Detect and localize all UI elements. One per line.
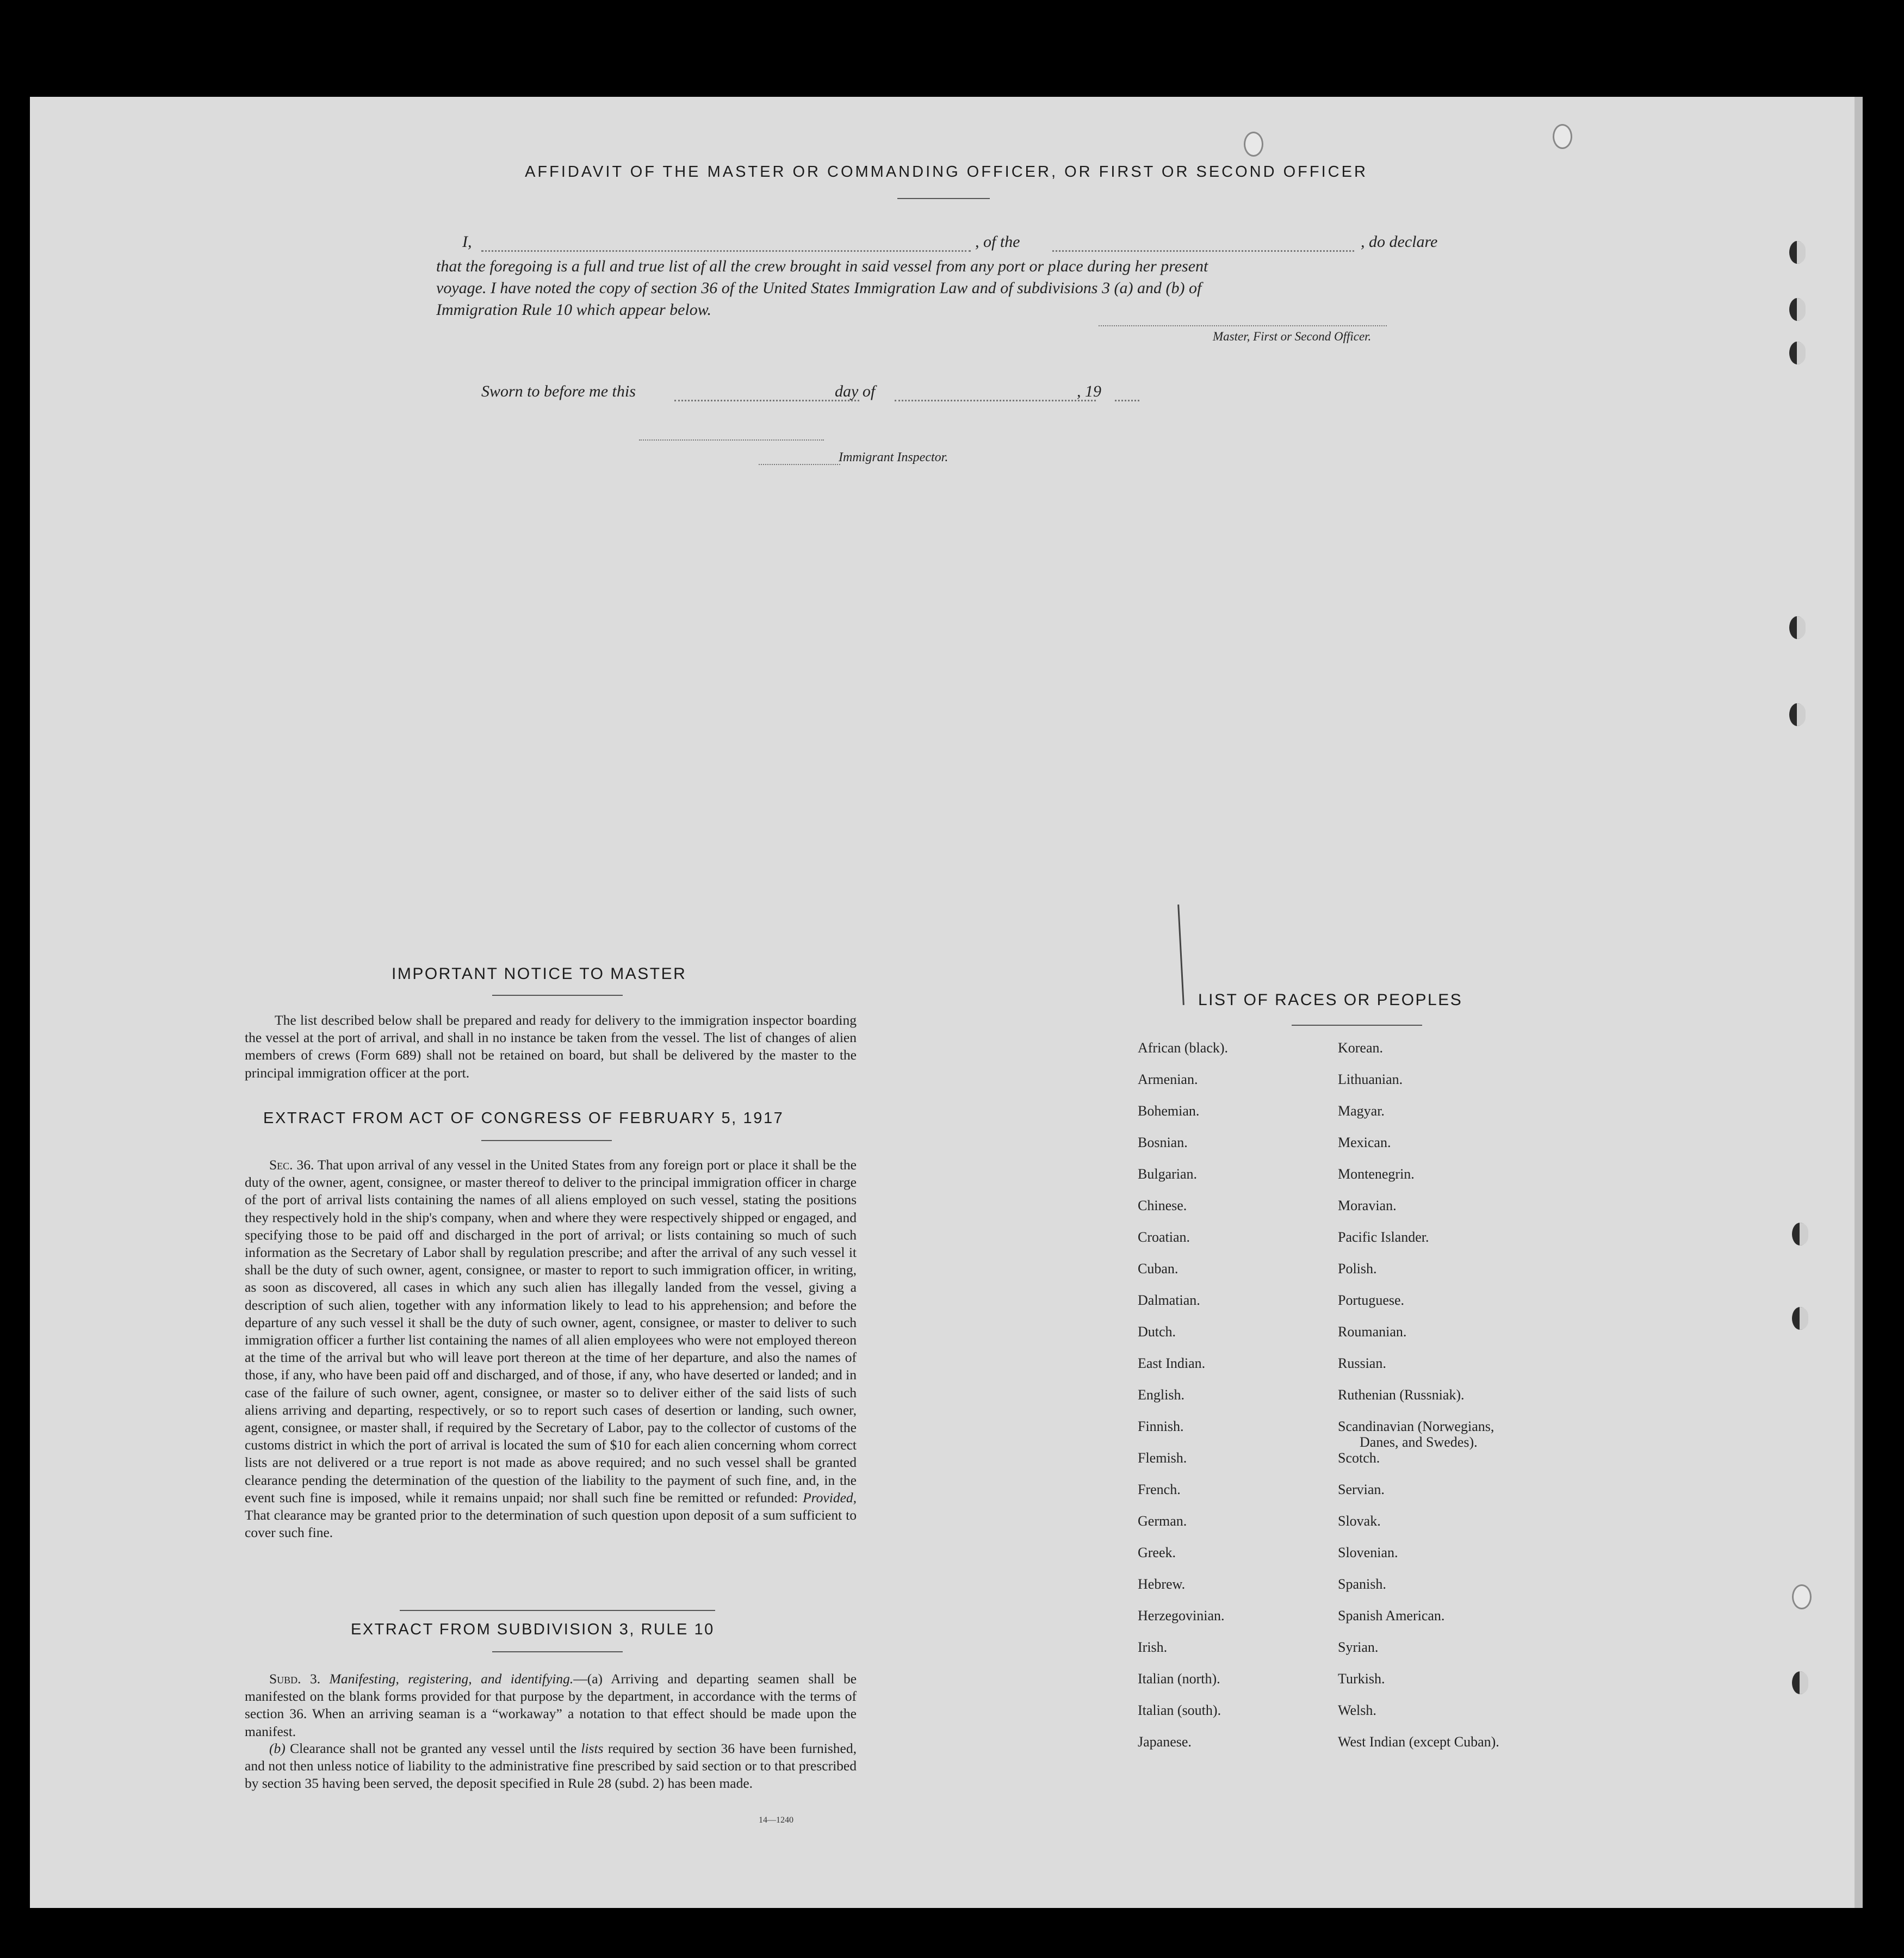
rule-subd-title: Manifesting, registering, and identifying. <box>329 1671 574 1687</box>
race-item: East Indian. <box>1138 1355 1206 1371</box>
year-label: , 19 <box>1077 382 1101 400</box>
race-item: Flemish. <box>1138 1450 1187 1466</box>
rule-a-label: —(a) <box>573 1671 603 1687</box>
races-bracket-mark <box>1177 904 1184 1005</box>
race-item: Spanish. <box>1338 1576 1386 1592</box>
race-item: Roumanian. <box>1338 1324 1407 1340</box>
race-item: Dalmatian. <box>1138 1292 1200 1308</box>
binder-ring-mark <box>1553 124 1572 149</box>
race-item: Turkish. <box>1338 1671 1385 1687</box>
vessel-name-line[interactable] <box>1052 250 1354 252</box>
act-sec-text: That upon arrival of any vessel in the United States from any foreign port or place it shall be the duty of the owner, agent, consignee, or master thereof to deliver to the principal immigration officer in charge of the port of arrival lists containing the names of all aliens employed on such vessel, stating the positions they respectively hold in the ship's company, when and where they were respectively shipped or engaged, and specifying those to be paid off and discharged in the port of arrival; or lists containing so much of such information as the Secretary of Labor shall by regulation prescribe; and after the arrival of any such vessel it shall be the duty of such owner, agent, consignee, or master to report to such immigration officer, in writing, as soon as discovered, all cases in which any such alien has illegally landed from the vessel, giving a description of such alien, together with any information likely to lead to his apprehension; and before the departure of any such vessel it shall be the duty of such owner, agent, consignee, or master to deliver to such immigration officer a further list containing the names of all alien employees who were not employed thereon at the time of the arrival but who will leave port thereon at the time of her departure, and also the names of those, if any, who have been paid off and discharged, and of those, if any, who have deserted or landed; and in case of the failure of such owner, agent, consignee, or master so to deliver either of the said lists of such aliens arriving and departing, respectively, or so to report such cases of desertion or landing, such owner, agent, consignee, or master shall, if required by the Secretary of Labor, pay to the collector of customs of the customs district in which the port of arrival is located the sum of $10 for each alien concerning whom correct lists are not delivered or a true report is not made as above required; and no such vessel shall be granted clearance pending the determination of the question of the liability to the payment of such fine, and, in the event such fine is imposed, while it remains unpaid; nor shall such fine be remitted or refunded: <box>245 1157 857 1505</box>
race-item: Korean. <box>1338 1040 1384 1056</box>
race-item: Bosnian. <box>1138 1135 1188 1150</box>
rule-subdivision-b <box>245 1740 857 1793</box>
race-item: French. <box>1138 1482 1181 1497</box>
rule-top-divider <box>400 1610 715 1611</box>
race-item: Spanish American. <box>1338 1608 1445 1624</box>
race-item: Pacific Islander. <box>1338 1229 1429 1245</box>
race-item: Syrian. <box>1338 1639 1379 1655</box>
binder-ring-mark <box>1244 132 1263 157</box>
race-item: Moravian. <box>1338 1198 1397 1213</box>
rule-b-lists: lists <box>581 1740 604 1756</box>
inspector-name-line[interactable] <box>759 464 840 465</box>
officer-signature-line[interactable] <box>1099 325 1387 326</box>
race-item: Montenegrin. <box>1338 1166 1415 1182</box>
race-item: Lithuanian. <box>1338 1071 1403 1087</box>
races-title: LIST OF RACES OR PEOPLES <box>1198 991 1463 1009</box>
race-item: Cuban. <box>1138 1261 1179 1277</box>
race-item: Armenian. <box>1138 1071 1198 1087</box>
binder-hole-mark <box>1792 1307 1808 1330</box>
document-sheet <box>30 97 1863 1908</box>
race-item-continuation: Danes, and Swedes). <box>1360 1434 1478 1450</box>
race-item: Japanese. <box>1138 1734 1192 1750</box>
affidavit-line-1: that the foregoing is a full and true list of all the crew brought in said vessel from any port or place during her present <box>436 257 1208 275</box>
race-item: Scotch. <box>1338 1450 1380 1466</box>
affidavit-line-3: Immigration Rule 10 which appear below. <box>436 301 712 319</box>
rule-b-label: (b) <box>269 1740 286 1756</box>
binder-hole-mark <box>1789 241 1806 264</box>
inspector-signature-line[interactable] <box>639 439 824 441</box>
race-item-label: Scandinavian (Norwegians, <box>1338 1418 1494 1434</box>
rule-b-text-1: Clearance shall not be granted any vessel until the <box>290 1740 577 1756</box>
race-item: Slovak. <box>1338 1513 1381 1529</box>
act-provided: Provided, <box>803 1489 857 1505</box>
races-right-column <box>1338 1040 1499 1765</box>
rule-divider <box>492 1651 623 1652</box>
act-sec-label: Sec. 36. <box>269 1157 314 1173</box>
race-item: Polish. <box>1338 1261 1377 1277</box>
race-item: Italian (north). <box>1138 1671 1220 1687</box>
binder-hole-mark <box>1789 703 1806 726</box>
affidavit-of-the: , of the <box>975 233 1020 251</box>
race-item: Greek. <box>1138 1545 1176 1560</box>
race-item: Italian (south). <box>1138 1702 1221 1718</box>
affidavit-line-2: voyage. I have noted the copy of section 36 of the United States Immigration Law and of subdivisions 3 (a) and (b) of <box>436 279 1202 297</box>
race-item: Portuguese. <box>1338 1292 1405 1308</box>
race-item: Chinese. <box>1138 1198 1187 1213</box>
race-item: Slovenian. <box>1338 1545 1398 1560</box>
affidavit-i-label: I, <box>462 233 472 251</box>
binder-ring-mark <box>1792 1584 1812 1609</box>
act-section-36 <box>245 1156 857 1541</box>
races-left-column <box>1138 1040 1228 1765</box>
notice-title: IMPORTANT NOTICE TO MASTER <box>392 965 687 983</box>
binder-hole-mark <box>1792 1223 1808 1246</box>
race-item: Bohemian. <box>1138 1103 1200 1119</box>
race-item: Welsh. <box>1338 1702 1376 1718</box>
race-item: Finnish. <box>1138 1418 1184 1434</box>
rule-b-text-2: required by section 36 have been furnished, and not then unless notice of liability to the administrative fine prescribed by said section or to that prescribed by section 35 having been served, the deposit specified in Rule 28 (subd. 2) has been made. <box>245 1740 857 1792</box>
inspector-label: Immigrant Inspector. <box>839 450 948 464</box>
race-item <box>1338 1418 1499 1450</box>
binder-hole-mark <box>1789 342 1806 364</box>
act-title: EXTRACT FROM ACT OF CONGRESS OF FEBRUARY 5, 1917 <box>263 1110 784 1127</box>
notice-text: The list described below shall be prepared and ready for delivery to the immigration inspector boarding the vessel at the port of arrival, and shall in no instance be taken from the vessel. The list of changes of alien members of crews (Form 689) shall not be retained on board, but shall be delivered by the master to the principal immigration officer at the port. <box>245 1012 857 1081</box>
binder-hole-mark <box>1789 616 1806 639</box>
race-item: English. <box>1138 1387 1184 1403</box>
title-divider <box>897 198 990 199</box>
sworn-label: Sworn to before me this <box>481 382 636 400</box>
page-edge <box>1855 97 1863 1908</box>
race-item: West Indian (except Cuban). <box>1338 1734 1499 1750</box>
officer-signature-label: Master, First or Second Officer. <box>1213 330 1372 343</box>
race-item: Russian. <box>1338 1355 1386 1371</box>
race-item: German. <box>1138 1513 1187 1529</box>
act-sec-text-end: That clearance may be granted prior to the determination of such question upon deposit of a sum sufficient to cover such fine. <box>245 1507 857 1541</box>
race-item: Bulgarian. <box>1138 1166 1198 1182</box>
race-item: African (black). <box>1138 1040 1229 1056</box>
race-item: Croatian. <box>1138 1229 1190 1245</box>
rule-subdivision-a <box>245 1670 857 1740</box>
binder-hole-mark <box>1789 298 1806 321</box>
rule-subd-label: Subd. 3. <box>269 1671 321 1687</box>
act-divider <box>481 1140 612 1141</box>
race-item: Herzegovinian. <box>1138 1608 1225 1624</box>
sworn-month-line[interactable] <box>895 400 1096 401</box>
rule-title: EXTRACT FROM SUBDIVISION 3, RULE 10 <box>351 1621 715 1638</box>
race-item: Magyar. <box>1338 1103 1385 1119</box>
sworn-year-line[interactable] <box>1115 400 1139 401</box>
race-item: Dutch. <box>1138 1324 1176 1340</box>
rule-a-text: Arriving and departing seamen shall be manifested on the blank forms provided for that purpose by the department, in accordance with the terms of section 36. When an arriving seaman is a “workaway” a notation to that effect should be made upon the manifest. <box>245 1671 857 1739</box>
races-divider <box>1292 1025 1422 1026</box>
affidavit-do-declare: , do declare <box>1361 233 1438 251</box>
day-of-label: day of <box>835 382 876 400</box>
form-number: 14—1240 <box>759 1816 793 1825</box>
race-item: Hebrew. <box>1138 1576 1186 1592</box>
race-item: Irish. <box>1138 1639 1168 1655</box>
race-item: Mexican. <box>1338 1135 1391 1150</box>
notice-divider <box>492 995 623 996</box>
race-item: Servian. <box>1338 1482 1385 1497</box>
race-item: Ruthenian (Russniak). <box>1338 1387 1465 1403</box>
binder-hole-mark <box>1792 1671 1808 1694</box>
affidavit-title: AFFIDAVIT OF THE MASTER OR COMMANDING OFFICER, OR FIRST OR SECOND OFFICER <box>525 163 1368 181</box>
master-name-line[interactable] <box>481 250 971 252</box>
sworn-day-line[interactable] <box>674 400 859 401</box>
